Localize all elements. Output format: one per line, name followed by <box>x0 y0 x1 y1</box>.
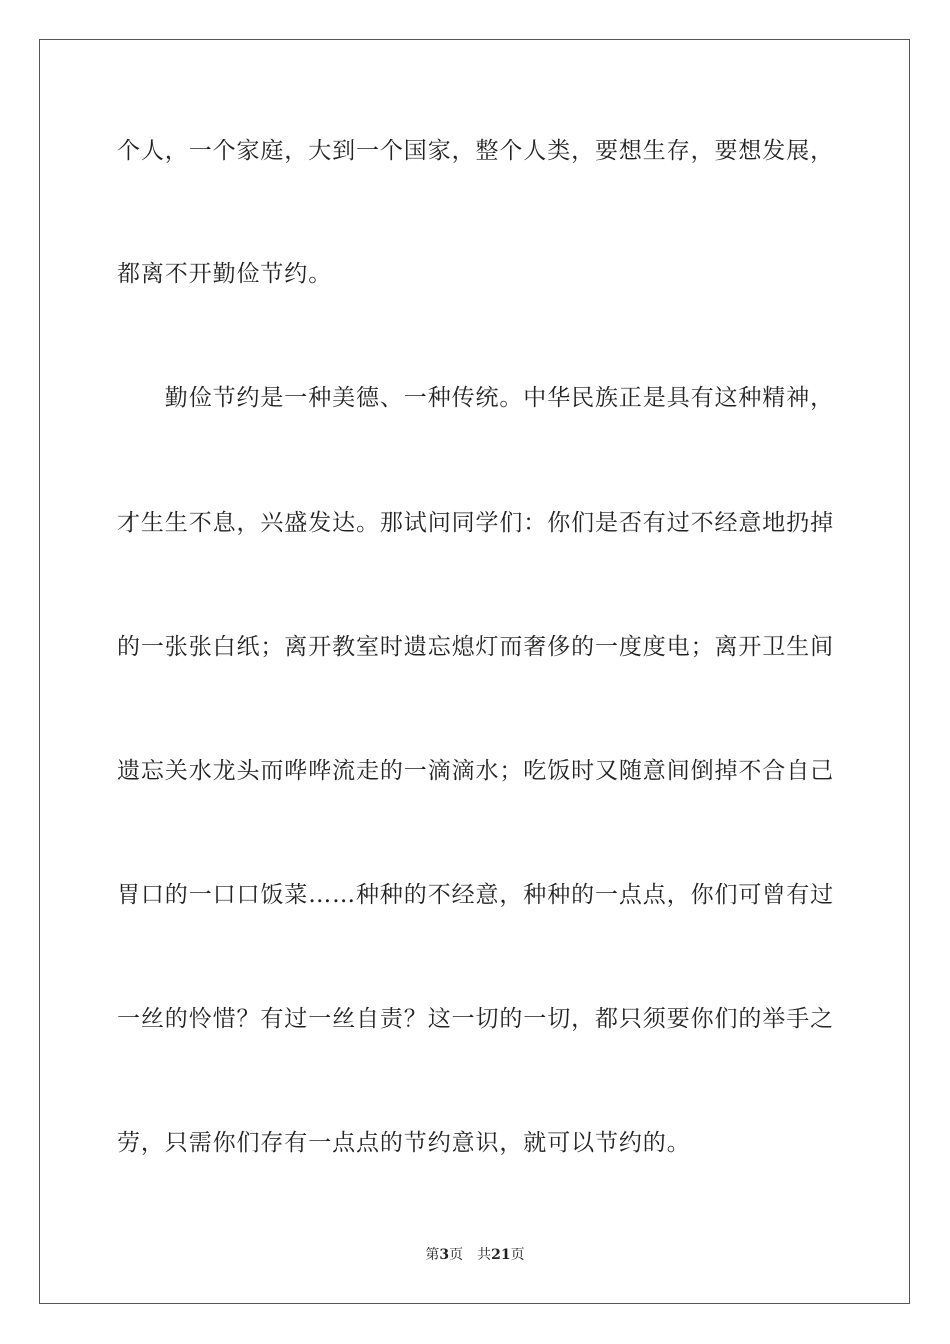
page-number: 3 <box>439 1247 450 1263</box>
text-line: 才生生不息，兴盛发达。那试问同学们：你们是否有过不经意地扔掉 <box>117 510 834 536</box>
page-border <box>39 39 910 1304</box>
page-prefix: 第 <box>425 1247 440 1263</box>
total-suffix: 页 <box>510 1247 525 1263</box>
total-pages: 21 <box>491 1247 511 1263</box>
page-suffix: 页 <box>449 1247 464 1263</box>
text-line: 遗忘关水龙头而哗哗流走的一滴滴水；吃饭时又随意间倒掉不合自己 <box>117 758 834 784</box>
text-line: 勤俭节约是一种美德、一种传统。中华民族正是具有这种精神， <box>117 385 834 411</box>
text-line: 一丝的怜惜？有过一丝自责？这一切的一切，都只须要你们的举手之 <box>117 1006 834 1032</box>
text-line: 个人，一个家庭，大到一个国家，整个人类，要想生存，要想发展， <box>117 138 834 164</box>
total-prefix: 共 <box>477 1247 492 1263</box>
text-line: 的一张张白纸；离开教室时遗忘熄灯而奢侈的一度度电；离开卫生间 <box>117 634 834 660</box>
text-line: 都离不开勤俭节约。 <box>117 261 333 287</box>
text-line: 胃口的一口口饭菜……种种的不经意，种种的一点点，你们可曾有过 <box>117 882 834 908</box>
text-line: 劳，只需你们存有一点点的节约意识，就可以节约的。 <box>117 1130 691 1156</box>
page-footer <box>0 1246 950 1264</box>
